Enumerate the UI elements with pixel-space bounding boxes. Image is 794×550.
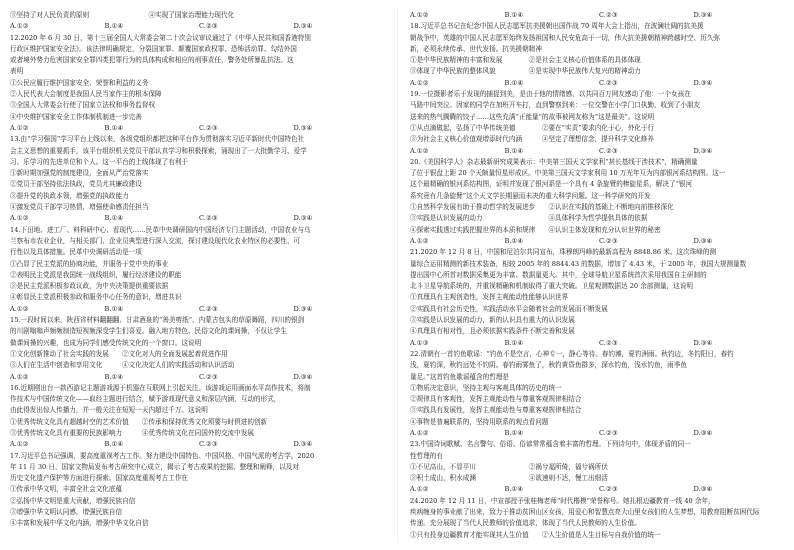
text-line: ③坚持了对人民负责的原则 ④实现了国家治理能力现代化	[10, 11, 235, 19]
answer-options	[10, 304, 388, 315]
text-line: 历史文化遗产保护等方面进行探索。国家高度重视考古工作在	[10, 474, 189, 483]
text-line: ①文化创新推动了社会实践的发展 ②文化对人的全面发展起着促进作用	[10, 349, 228, 358]
text-line: ①从点滴做起，弘扬了中华传统美德 ②要在“实责”要求内化于心，外化于行	[410, 123, 655, 132]
text-line: 行政区维护国家安全法》。该法律明确规定，分裂国家罪、颠覆国家政权罪、恐怖活动罪、勾结外国	[10, 44, 297, 53]
answer-option: C.②③	[599, 78, 618, 87]
text-line: 年 11 月 30 日，国家文物局发布考古研究中心成立，揭示了考古成果的挖掘、整理和阐释，以及对	[10, 462, 299, 471]
text-line: ③实践是认识发展的动力 ④具体科学为哲学提供具体的依据	[410, 214, 648, 223]
text-line: 21.2020 年 12 月 8 日，中国和尼泊尔共同宣布，珠穆朗玛峰的最新高程为 8848.86 米。这次珠峰的测	[410, 248, 716, 257]
text-line: 性哲理的有	[410, 451, 443, 460]
answer-options	[10, 21, 388, 32]
answer-options	[10, 213, 388, 224]
answer-option: A.①②	[10, 372, 29, 381]
text-line: 量足。”这首钓鱼歌谣蕴含的哲理是	[410, 372, 509, 381]
text-line: ④彰显民主党派积极参政和服务中心任务的意识，增进共识	[10, 293, 182, 302]
answer-option: D.③④	[693, 146, 713, 155]
answer-option: B.①④	[504, 146, 524, 155]
text-line: 疾病缠身的事业献了出来，致力于推动贫困山区女孩，用爱心和智慧点亮大山里女孩们的人生梦想，用教育阻断贫困代际	[410, 508, 760, 517]
answer-option: C.②③	[599, 146, 618, 155]
answer-option: D.③④	[293, 123, 313, 132]
answer-option: B.①④	[104, 372, 124, 381]
text-line: 12.2020 年 6 月 30 日，第十三届全国人大常委会第二十次会议审议通过了《中华人民共和国香港特别	[10, 33, 311, 42]
answer-option: A.①②	[410, 428, 429, 437]
answer-option: C.②③	[599, 11, 618, 19]
answer-option: B.①④	[104, 304, 124, 313]
text-line: 19.一位摄影者乐于发现的捕捉到美，是由于他的情绪感，以共同百万网友感动了他：一个女孩在	[410, 90, 691, 99]
text-line: ①新时期加强党的制度建设，全面从严治党落实	[10, 169, 149, 178]
text-line: 会主义思想的重要抓手，该平台组织机关党员干部认真学习和积极探索，涌现出了一大批勤学习、爱学	[10, 146, 307, 155]
text-line: ①不见高山，不显平川 ②祸兮福所倚，福兮祸所伏	[410, 462, 608, 471]
answer-option: B.①④	[504, 78, 524, 87]
text-line: ④真理具有相对性，且必须依据实践条件不断完善和发展	[410, 327, 575, 336]
answer-option: D.③④	[293, 22, 313, 31]
text-line: ④中央维护国家安全工作体制机制进一步完善	[10, 112, 142, 121]
text-line: 马路中间突泣。因家的同学在加班开车打，直到警察到来：一位交警在小学门口执勤，收到了小朋友	[410, 101, 701, 110]
answer-option: D.③④	[293, 440, 313, 449]
text-line: 20.《美国科学人》杂志最新研究成果表示：中美第三国天文学家利“甚长基线干涉技术”，精确测量	[410, 157, 698, 166]
text-line: 传递。充分展现了当代人民教师的价值追求，体现了当代人民教师的人生价值。	[410, 519, 641, 528]
text-line: 的川剧嗡嗡声频频制造短视频深受学生们喜爱。融入地方特色、民俗文化的课间操，不仅让学生	[10, 327, 287, 336]
answer-option: C.②③	[199, 304, 218, 313]
text-line: ③实践是认识发展的动力，新的认识具有重大的认识发展	[410, 316, 575, 325]
text-line: ④激发党员干部学习热情，增强使命感责任担当	[10, 203, 149, 212]
text-line: 或者境外势力危害国家安全罪四类犯罪行为的具体构成和相应的刑事责任，警务处所暴乱抗法。这	[10, 56, 294, 65]
text-line: ③全国人大常委会行使了国家立法权和事务监督权	[10, 101, 156, 110]
text-line: ①只有投身边疆教育才能实现其人生价值 ②人生价值是人生目标与自我价值的统一	[410, 530, 661, 539]
answer-option: A.①②	[410, 78, 429, 87]
answer-option: D.③④	[693, 338, 713, 347]
answer-options	[10, 123, 388, 134]
text-line: 送来的热气腾腾的饺子……这些充满“正能量”的故事被网友称为“这是最美”。这说明	[410, 112, 655, 121]
text-line: ③是民主党派积极参政议政，为中央决策提供重要依据	[10, 282, 169, 291]
answer-option: C.②③	[599, 428, 618, 437]
text-line: ④事物是普遍联系的，坚持用联系的观点看问题	[410, 417, 549, 426]
text-line: ②规律具有客观性，发挥主观能动性与尊重客观规律相结合	[410, 395, 582, 404]
text-line: ③增强中华文明认同感，增强民族自信	[10, 508, 123, 517]
answer-option: C.②③	[199, 214, 218, 223]
answer-option: B.①④	[104, 22, 124, 31]
text-line: ①真理具有主观创造性，发挥主观能动性能够认识世界	[410, 293, 569, 302]
text-line: 做课间操的兴趣，也成为同学们感受传统文化的一个窗口。这说明	[10, 338, 202, 347]
text-line: ③为社会主义核心价值观增添时代内涵 ④坚定了理想信念，提升科学文化修养	[410, 135, 654, 144]
answer-option: A.①②	[10, 440, 29, 449]
text-line: ②党员干部坚持依法执政，党员尤其廉政建设	[10, 180, 142, 189]
answer-option: A.①③	[410, 338, 429, 347]
answer-option: C.②③	[599, 236, 618, 245]
text-line: 17.习近平总书记强调，要高度重视考古工作。努力建设中国特色、中国风格、中国气派的考古学。2020	[10, 451, 315, 460]
text-line: ③体现了中华民族的整体风貌 ④是实现中华民族伟大复兴的精神动力	[410, 67, 641, 76]
text-line: ①优秀传统文化具有超越时空的艺术价值 ②传承和保持优秀文化须要与时俱进的创新	[10, 417, 268, 426]
text-line: 行性以及具体措施。民革中央调研活动是一项	[10, 248, 142, 257]
text-line: ①传承中华文明，丰富全社会文化底蕴	[10, 485, 123, 494]
text-line: 了位于银盘上距 20 个天颇量恒星形成区。中美第三国天文学家利用 10 万光年互为内部银河系结构图。这一	[410, 169, 726, 178]
answer-options	[410, 484, 788, 495]
answer-option: C.②③	[199, 440, 218, 449]
answer-option: B.①④	[104, 214, 124, 223]
answer-option: B.①④	[104, 440, 124, 449]
answer-option: C.②③	[199, 372, 218, 381]
text-line: ②弘扬中华文明是重大贡献，增强民族自信	[10, 496, 136, 505]
text-line: 24.2020 年 12 月 11 日，中宣部授予张桂梅老师“时代楷模”荣誉称号。她扎根边疆教育一线 40 余年，	[410, 496, 715, 505]
text-line: ①自然科学发展有助于推动哲学的发展进步 ②认识在实践的基础上不断地向前推移深化	[410, 203, 674, 212]
column-divider	[397, 8, 398, 542]
answer-option: B.①④	[504, 11, 524, 19]
text-line: ③积土成山，积水成渊 ④欲速则不达，慢工出细活	[410, 474, 608, 483]
text-line: ①是中华民族精神的丰富和发展 ②是社会主义核心价值体系的具体体现	[410, 56, 641, 65]
text-line: ②实践具有社会历史性，实践活动水平会随着社会的发展而不断发展	[410, 304, 608, 313]
text-line: 提出国中心所首对数据采集更为丰富、数据量更大。其中，全球导航卫星系统首次采用我国自主研制的	[410, 270, 707, 279]
text-line: ①凸显了民主党派的协商功能，并服务于党中央的事业	[10, 259, 169, 268]
answer-option: D.③④	[293, 214, 313, 223]
text-line: ②表明民主党派是我国统一战线组织，履行经济建设的职能	[10, 270, 182, 279]
text-line: 量综合运用精测的新技术装备，相较 2005 年的 8844.43 的数据，增加了 4.43 米，于 2005 年，我国大规测量数	[410, 259, 747, 268]
text-line: ③实践具有发展性，发挥主观能动性与尊重客观规律相结合	[410, 406, 582, 415]
answer-option: C.②③	[199, 123, 218, 132]
text-line: 兰察布市农业企业，与相关部门、企业员典型进行深入交流，探讨建设现代化农业特区的必要性、可	[10, 236, 301, 245]
answer-option: A.①②	[410, 11, 429, 19]
answer-option: A.①②	[410, 485, 429, 494]
answer-option: C.②③	[599, 338, 618, 347]
answer-option: A.①②	[10, 214, 29, 223]
answer-options	[410, 10, 788, 21]
answer-options	[410, 236, 788, 247]
text-line: ①物质决定意识，坚持主观与客观具体的历史的统一	[410, 383, 562, 392]
text-line: 18.习近平总书记在纪念中国人民志愿军抗美援朝出国作战 70 周年大会上指出，在波澜壮阔的抗美援	[410, 22, 704, 31]
answer-options	[10, 439, 388, 450]
text-line: 朝战争中，英雄的中国人民志愿军始终发扬祖国和人民安危高于一切，伟大抗美援朝精神跨越时空、历久弥	[410, 33, 720, 42]
answer-option: B.①④	[504, 236, 524, 245]
text-line: 13.由“学习强国”学习平台上线以来，各级党组织都把这种平台作为贯彻落实习近平新时代中国特色社	[10, 135, 305, 144]
answer-options	[410, 428, 788, 439]
answer-option: B.①④	[504, 338, 524, 347]
right-column	[410, 10, 788, 541]
left-column	[10, 10, 388, 530]
text-line: ③提升党的执政本领，增强党的执政能力	[10, 191, 129, 200]
text-line: 这个最精确的银河系结构图，证明并发现了银河系是一个具有 4 条旋臂的棒旋星系，解决了“银河	[410, 180, 693, 189]
answer-option: D.③④	[693, 11, 713, 19]
answer-option: D.③④	[693, 78, 713, 87]
text-line: 新，必须永续传承、世代发扬。抗美援朝精神	[410, 44, 542, 53]
answer-option: B.①④	[504, 485, 524, 494]
text-line: 北斗卫星导航系统的，并重视精确和机制取得了重大突破。卫星观测数据达 20 余部测量，这说明	[410, 282, 693, 291]
text-line: 23.中国诗词歌赋、名言警句、俗语、俗谚常常蕴含着丰富的哲理。下列诗句中，体现矛盾的同一	[410, 440, 691, 449]
answer-option: D.③④	[693, 236, 713, 245]
answer-option: D.③④	[293, 304, 313, 313]
answer-options	[410, 78, 788, 89]
answer-option: B.①④	[504, 428, 524, 437]
text-line: ②人民代表大会制度是我国人民当家作主的根本保障	[10, 90, 162, 99]
text-line: 15.一段时间以来，陕西省材料翻翻翻、甘肃酒泉的“善美剪纸”、内蒙古包头的草原舞蹈，四川的银剑	[10, 316, 305, 325]
answer-options	[410, 338, 788, 349]
text-line: ④探索实践透过实践把握世界的本质和规律 ④认识主体发现和充分认识世界的秘密	[410, 225, 661, 234]
text-line: ③人们在生活中创造和享用文化 ④文化决定人们的实践活动和认识活动	[10, 361, 235, 370]
text-line: 习、乐学习的先进单位和个人。这一平台的上线体现了有利于	[10, 157, 189, 166]
text-line: 14.下田地、进工厂、料科研中心、看现代……民革中央调研国内中国经济专门主题活动，中国农业与乌	[10, 225, 311, 234]
text-line: 表明	[10, 67, 24, 76]
text-line: 由此得发出惊人传播力，并一般关注在短短一天内超过千万。这说明	[10, 406, 208, 415]
answer-option: A.①②	[10, 22, 29, 31]
answer-options	[410, 146, 788, 157]
answer-option: A.①②	[10, 123, 29, 132]
text-line: 浅，夏钓深，秋钓远处不钓阴。春钓雨雾鱼了，秋钓黄昏鱼群多，深水钓鱼，浅水钓鱼，雨季鱼	[410, 361, 687, 370]
answer-option: D.③④	[293, 372, 313, 381]
text-line: 作技术与中国传统文化——取经主题进行结合，赋予游戏现代意义和深层内涵，互动的形式，	[10, 395, 281, 404]
answer-options	[10, 372, 388, 383]
answer-option: B.①④	[104, 123, 124, 132]
answer-option: A.①②	[410, 236, 429, 245]
text-line: 16.近期刚出台一款西游记主题游戏源于机器在互联网上引起关注。该游戏运用画面水平高作技术，将制	[10, 383, 311, 392]
answer-option: A.①②	[10, 304, 29, 313]
answer-option: C.②③	[199, 22, 218, 31]
text-line: ④丰富和发展中华文化内涵，增强中华文化自信	[10, 519, 149, 528]
answer-option: A.①②	[410, 146, 429, 155]
answer-option: D.③④	[693, 428, 713, 437]
text-line: 22.清朝有一首钓鱼歌谣：“钓鱼不是空言，心神专一，静心等待。春钓滩，夏钓洲雨。秋钓边，冬钓阳日，春钓	[410, 349, 734, 358]
text-line: ③优秀传统文化具有重要的民族影响力 ④优秀传统文化在同国外的交流中发展	[10, 428, 254, 437]
text-line: ①公民应履行维护国家安全、荣誉和利益的义务	[10, 78, 149, 87]
answer-option: C.②③	[599, 485, 618, 494]
text-line: 系究竟有几条旋臂”这个天文学长期悬而未决的重大科学问题。这一科学研究的开发	[410, 191, 651, 200]
answer-option: D.③④	[693, 485, 713, 494]
